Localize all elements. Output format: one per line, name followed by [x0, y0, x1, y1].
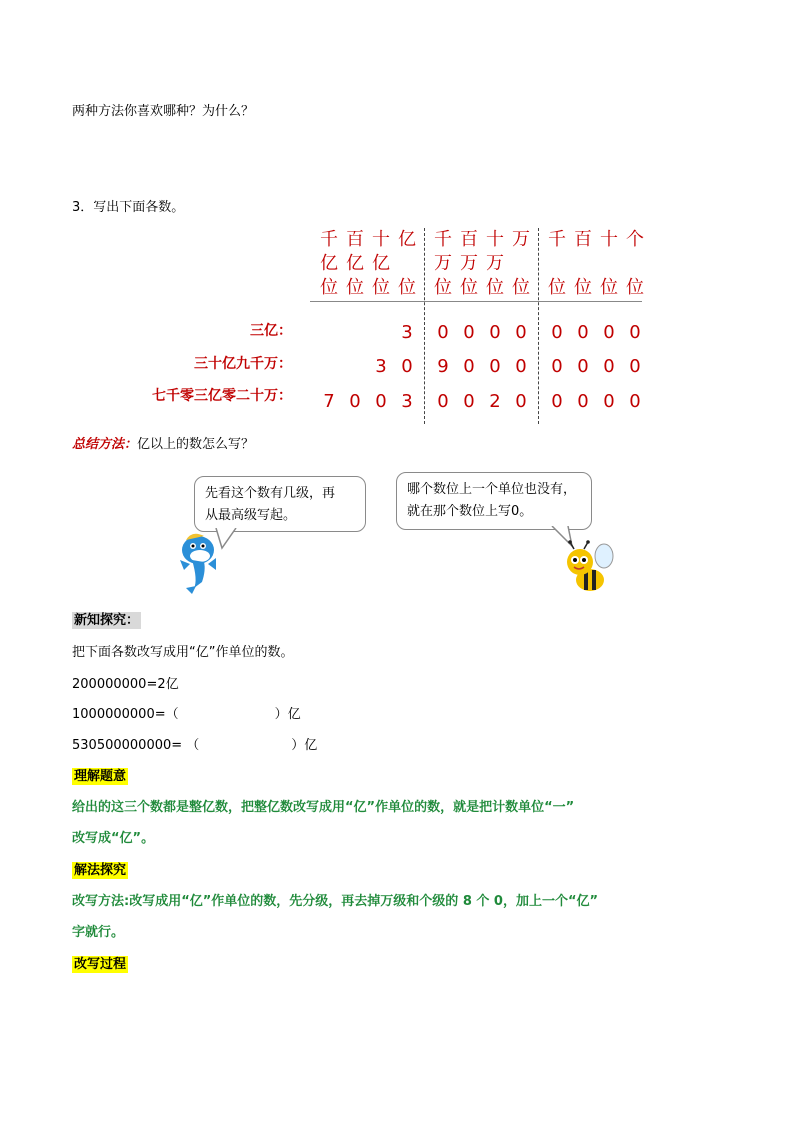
- digit-cell: 0: [489, 356, 501, 377]
- group-separator: [424, 228, 425, 424]
- digit-cell: 0: [515, 391, 527, 412]
- bubble-left-line2: 从最高级写起。: [205, 508, 297, 523]
- digit-cell: 7: [323, 391, 335, 412]
- bubble-left-line1: 先看这个数有几级，再: [205, 486, 336, 501]
- digit-cell: 3: [375, 356, 387, 377]
- digit-cell: 3: [401, 391, 413, 412]
- digit-cell: 0: [515, 322, 527, 343]
- place-head: 十: [600, 229, 618, 250]
- digit-cell: 3: [401, 322, 413, 343]
- digit-cell: 0: [463, 356, 475, 377]
- digit-cell: 0: [515, 356, 527, 377]
- place-head: 千: [548, 229, 566, 250]
- process-tag-wrap: [72, 956, 128, 974]
- place-head: 位: [512, 277, 530, 298]
- question-line: 两种方法你喜欢哪种？为什么？: [72, 104, 255, 119]
- example-3: [72, 737, 317, 755]
- example-2-left: 1000000000=（: [72, 707, 179, 722]
- place-head: 位: [434, 277, 452, 298]
- place-head: 位: [346, 277, 364, 298]
- place-head: 亿: [398, 229, 416, 250]
- place-head: 千: [320, 229, 338, 250]
- method-tag-wrap: [72, 862, 128, 880]
- digit-cell: 0: [629, 356, 641, 377]
- digit-cell: 0: [603, 391, 615, 412]
- summary-line: [72, 436, 254, 454]
- digit-cell: 0: [629, 391, 641, 412]
- place-head: 个: [626, 229, 644, 250]
- place-head: 十: [486, 229, 504, 250]
- understand-tag-wrap: [72, 768, 128, 786]
- place-head: 万: [512, 229, 530, 250]
- new-section-tag-wrap: [72, 612, 141, 630]
- place-head: 万: [486, 253, 504, 274]
- row-label: 三亿：: [250, 323, 292, 339]
- digit-cell: 0: [629, 322, 641, 343]
- digit-cell: 0: [401, 356, 413, 377]
- row-label: 七千零三亿零二十万：: [152, 388, 292, 404]
- digit-cell: 0: [551, 391, 563, 412]
- place-head: 位: [600, 277, 618, 298]
- digit-cell: 0: [463, 322, 475, 343]
- digit-cell: 0: [603, 356, 615, 377]
- place-head: 位: [460, 277, 478, 298]
- digit-cell: 0: [463, 391, 475, 412]
- place-value-table: [316, 228, 646, 428]
- place-head: 位: [372, 277, 390, 298]
- example-2-right: ）亿: [274, 707, 301, 722]
- speech-bubble-left: [194, 476, 366, 532]
- example-2: [72, 706, 301, 724]
- section3-title: 3．写出下面各数。: [72, 200, 185, 215]
- method-tag: 解法探究: [74, 863, 127, 878]
- digit-cell: 0: [437, 322, 449, 343]
- dolphin-icon: [172, 530, 228, 596]
- digit-cell: 0: [551, 356, 563, 377]
- method-line2: 字就行。: [72, 925, 125, 940]
- bubble-right-line2: 就在那个数位上写0。: [407, 504, 533, 519]
- place-head: 位: [574, 277, 592, 298]
- place-head: 百: [574, 229, 592, 250]
- digit-cell: 0: [349, 391, 361, 412]
- header-divider: [310, 301, 642, 302]
- summary-text: 亿以上的数怎么写？: [137, 437, 255, 452]
- bubble-right-line1: 哪个数位上一个单位也没有，: [407, 482, 577, 497]
- place-head: 千: [434, 229, 452, 250]
- digit-cell: 0: [375, 391, 387, 412]
- digit-cell: 0: [603, 322, 615, 343]
- understand-line2: 改写成“亿”。: [72, 831, 155, 846]
- digit-cell: 0: [489, 322, 501, 343]
- understand-line1: 给出的这三个数都是整亿数，把整亿数改写成用“亿”作单位的数，就是把计数单位“一”: [72, 800, 575, 815]
- example-3-left: 530500000000= （: [72, 738, 200, 753]
- process-tag: 改写过程: [74, 957, 127, 972]
- place-head: 位: [626, 277, 644, 298]
- place-head: 百: [460, 229, 478, 250]
- place-head: 百: [346, 229, 364, 250]
- summary-label: 总结方法：: [72, 437, 138, 452]
- digit-cell: 2: [489, 391, 501, 412]
- digit-cell: 0: [577, 322, 589, 343]
- digit-cell: 9: [437, 356, 449, 377]
- instruction: 把下面各数改写成用“亿”作单位的数。: [72, 645, 294, 660]
- method-line1: 改写方法:改写成用“亿”作单位的数，先分级，再去掉万级和个级的 8 个 0，加上一个“亿”: [72, 894, 599, 909]
- digit-cell: 0: [551, 322, 563, 343]
- understand-tag: 理解题意: [74, 769, 127, 784]
- place-head: 十: [372, 229, 390, 250]
- place-head: 位: [398, 277, 416, 298]
- place-head: 万: [460, 253, 478, 274]
- place-head: 位: [486, 277, 504, 298]
- place-head: 位: [320, 277, 338, 298]
- place-head: 亿: [346, 253, 364, 274]
- row-labels: [100, 320, 292, 420]
- speech-bubble-right: [396, 472, 592, 530]
- new-section-tag: 新知探究：: [74, 613, 140, 628]
- place-head: 亿: [372, 253, 390, 274]
- bee-icon: [560, 540, 616, 596]
- place-head: 位: [548, 277, 566, 298]
- example-3-right: ）亿: [291, 738, 318, 753]
- digit-cell: 0: [577, 391, 589, 412]
- group-separator: [538, 228, 539, 424]
- digit-cell: 0: [577, 356, 589, 377]
- row-label: 三十亿九千万：: [194, 356, 292, 372]
- place-head: 亿: [320, 253, 338, 274]
- place-head: 万: [434, 253, 452, 274]
- example-1: 200000000=2亿: [72, 677, 179, 692]
- digit-cell: 0: [437, 391, 449, 412]
